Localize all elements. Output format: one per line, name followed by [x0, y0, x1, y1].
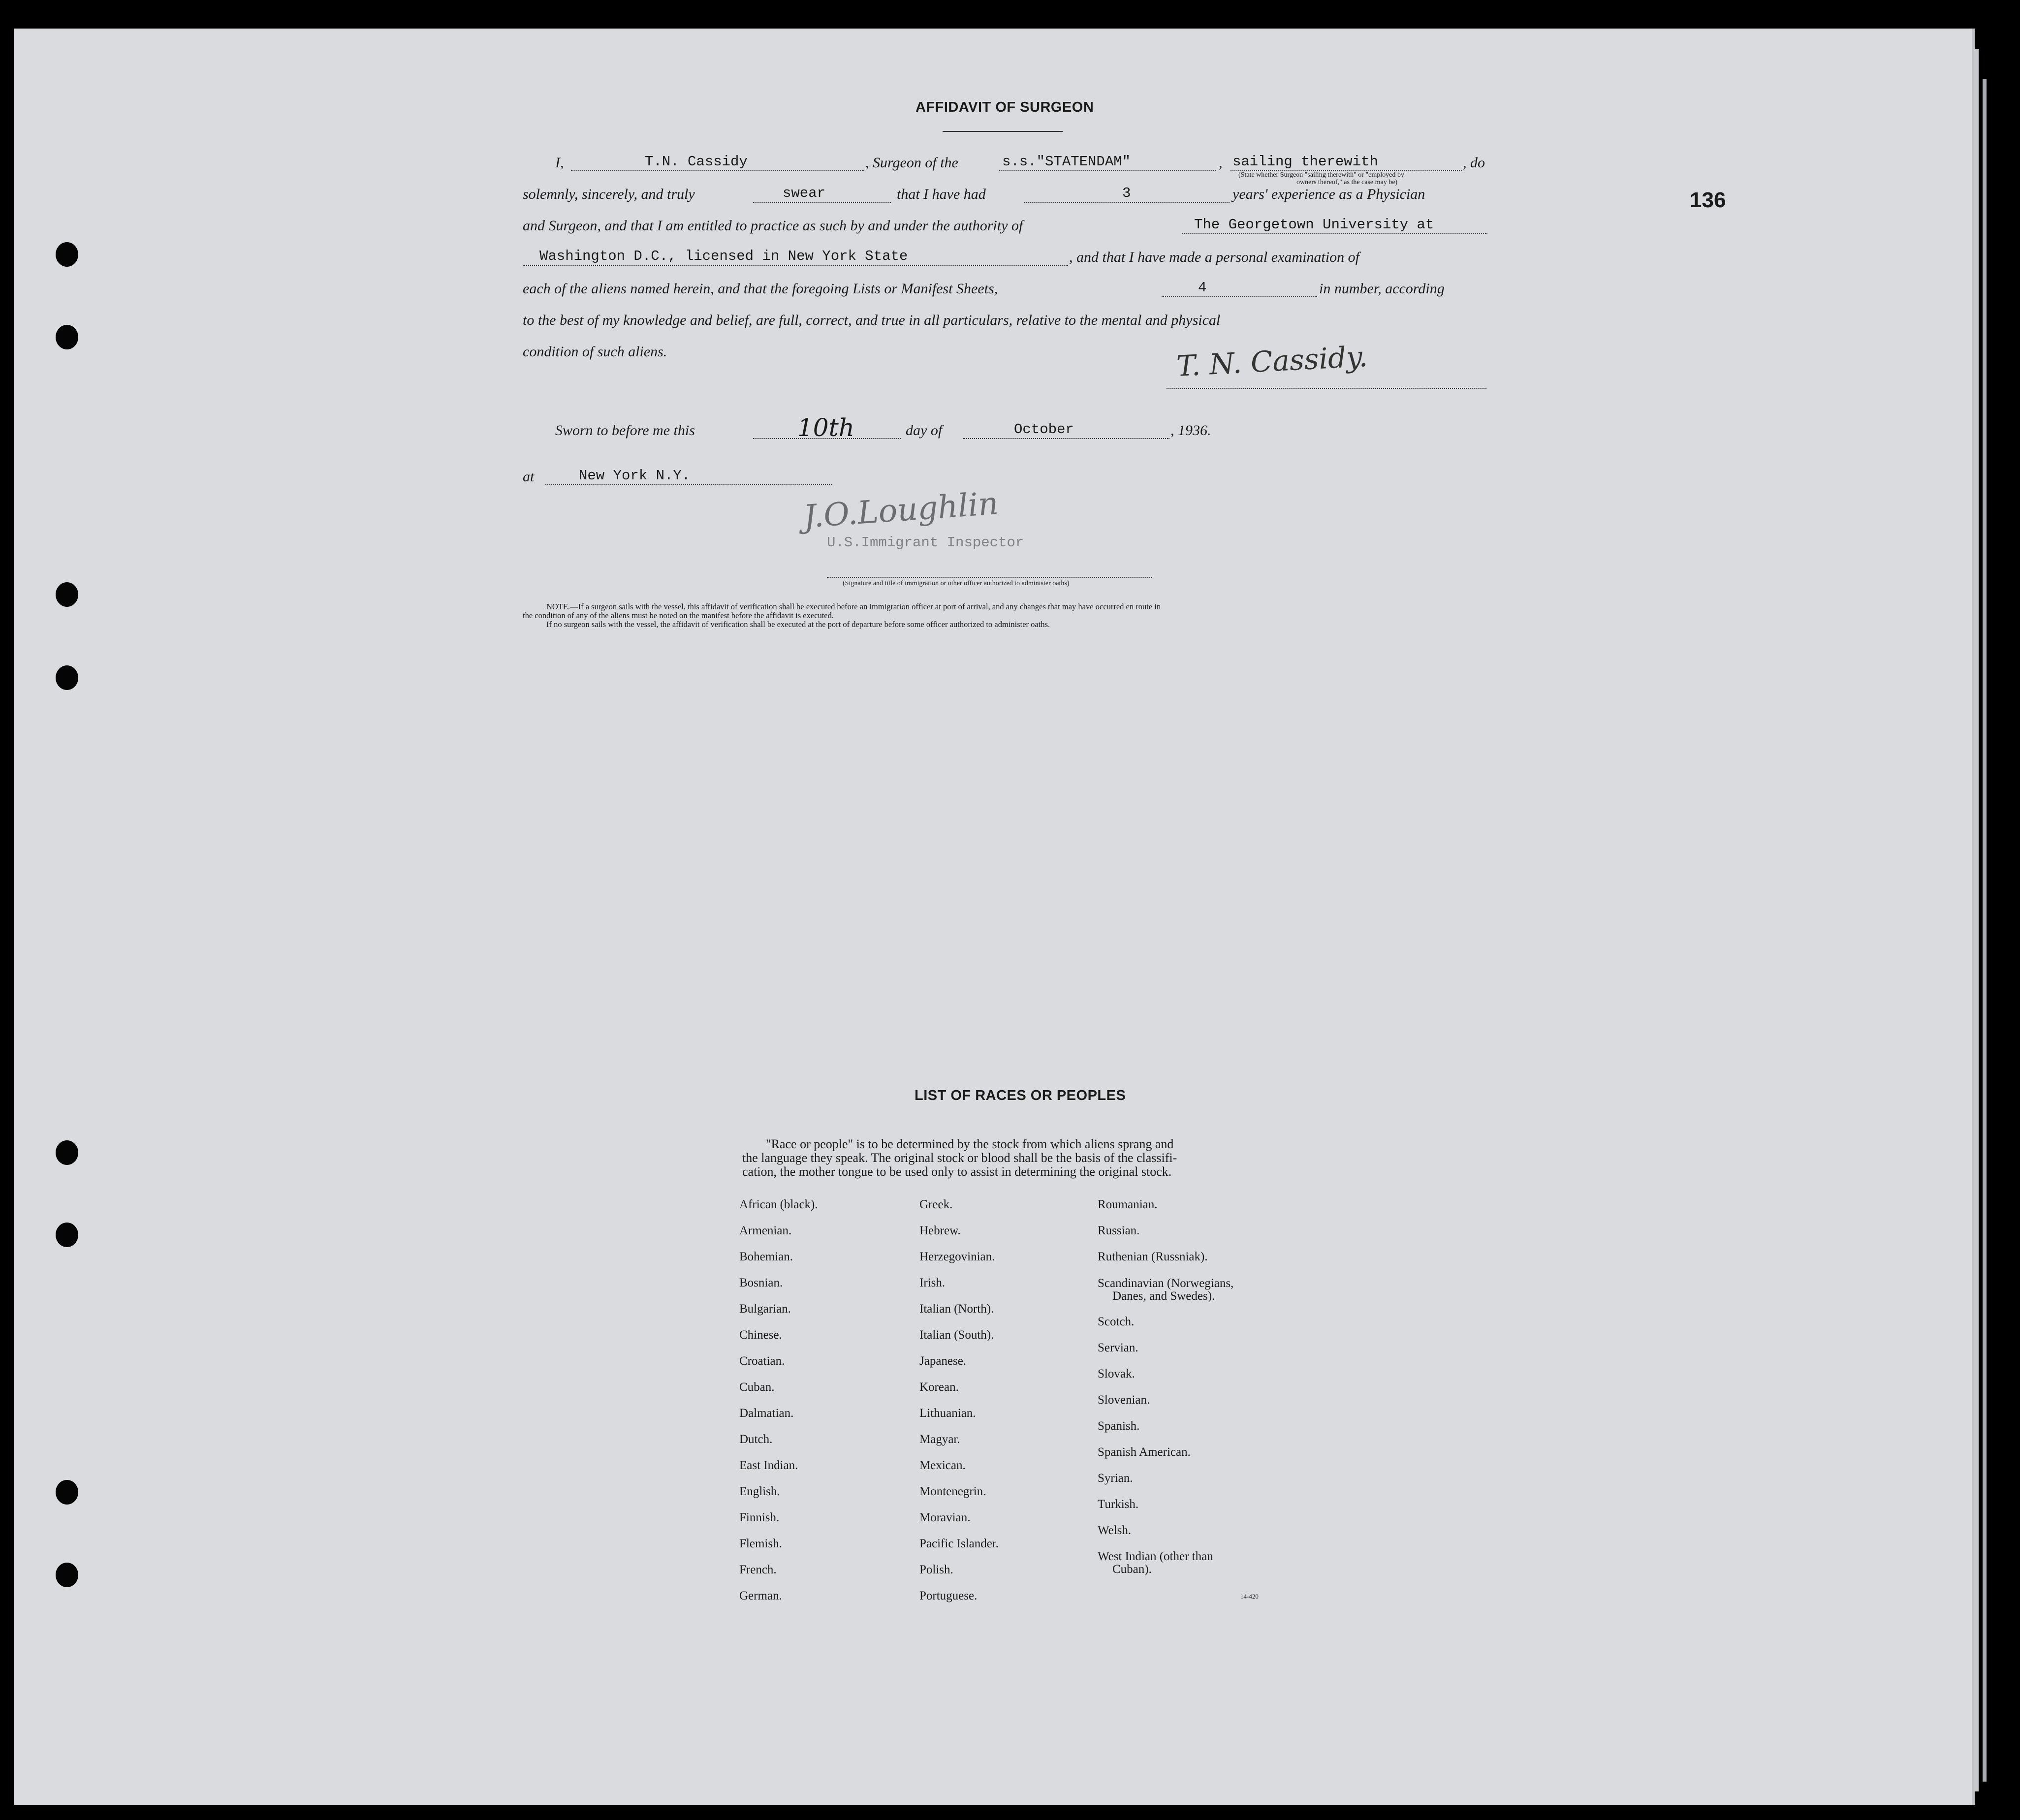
text-examination: , and that I have made a personal examination of: [1069, 249, 1359, 265]
binder-hole: [56, 242, 78, 267]
race-entry: Chinese.: [739, 1328, 782, 1342]
race-entry: French.: [739, 1563, 777, 1576]
sheet-count: 4: [1198, 280, 1207, 296]
capacity-note: (State whether Surgeon "sailing therewith" or "employed by: [1238, 171, 1404, 179]
note-line: If no surgeon sails with the vessel, the affidavit of verification shall be executed at the port of departure before some officer authorized to administer oaths.: [546, 620, 1050, 629]
note-line: the condition of any of the aliens must be noted on the manifest before the affidavit is executed.: [523, 611, 834, 620]
race-entry: Spanish American.: [1098, 1445, 1191, 1459]
binder-hole: [56, 1480, 78, 1505]
race-entry: Montenegrin.: [919, 1485, 986, 1498]
race-entry: English.: [739, 1485, 780, 1498]
race-entry: Italian (North).: [919, 1302, 994, 1316]
race-entry: Bohemian.: [739, 1250, 793, 1263]
race-entry: East Indian.: [739, 1459, 798, 1472]
page-edge: [1974, 49, 1979, 1791]
capacity-note: owners thereof," as the case may be): [1296, 179, 1398, 186]
race-entry: Ruthenian (Russniak).: [1098, 1250, 1208, 1263]
race-entry: Italian (South).: [919, 1328, 994, 1342]
text-according: in number, according: [1319, 281, 1445, 297]
fill-line: [963, 438, 1169, 439]
race-entry: Spanish.: [1098, 1419, 1140, 1433]
race-entry: Korean.: [919, 1381, 959, 1394]
text-surgeon-of: , Surgeon of the: [865, 155, 958, 171]
race-entry: Finnish.: [739, 1511, 780, 1524]
signature-line: [1167, 388, 1486, 389]
officer-signature: J.O.Loughlin: [802, 485, 1000, 535]
fill-line: [999, 170, 1216, 171]
race-entry: Welsh.: [1098, 1524, 1132, 1537]
race-entry: Turkish.: [1098, 1498, 1139, 1511]
text-do: , do: [1463, 155, 1485, 171]
race-entry: Japanese.: [919, 1354, 967, 1368]
form-number: 14-420: [1240, 1593, 1259, 1600]
binder-hole: [56, 1140, 78, 1165]
ship-name: s.s."STATENDAM": [1002, 154, 1131, 170]
text-condition: condition of such aliens.: [523, 344, 667, 360]
race-entry: Irish.: [919, 1276, 946, 1289]
race-entry: Danes, and Swedes).: [1112, 1289, 1215, 1303]
race-entry: Lithuanian.: [919, 1407, 976, 1420]
race-entry: Servian.: [1098, 1341, 1138, 1354]
binder-hole: [56, 325, 78, 349]
race-entry: Hebrew.: [919, 1224, 961, 1237]
sworn-month: October: [1014, 421, 1074, 438]
text-years: years' experience as a Physician: [1232, 186, 1425, 202]
race-entry: Bulgarian.: [739, 1302, 791, 1316]
race-entry: Magyar.: [919, 1433, 960, 1446]
text-entitled: and Surgeon, and that I am entitled to practice as such by and under the authority of: [523, 218, 1023, 234]
text-knowledge: to the best of my knowledge and belief, are full, correct, and true in all particulars, relative to the mental and physical: [523, 312, 1221, 328]
fill-line: [1182, 233, 1487, 234]
races-title: LIST OF RACES OR PEOPLES: [915, 1088, 1126, 1103]
sworn-place: New York N.Y.: [579, 468, 691, 484]
text-sworn: Sworn to before me this: [555, 422, 695, 439]
binder-hole: [56, 1223, 78, 1247]
oath-word: swear: [783, 185, 826, 201]
race-entry: West Indian (other than: [1098, 1550, 1213, 1563]
race-entry: Armenian.: [739, 1224, 792, 1237]
race-entry: Moravian.: [919, 1511, 971, 1524]
race-entry: Russian.: [1098, 1224, 1140, 1237]
page-edge-shadow: [1983, 79, 1987, 1782]
race-entry: Scotch.: [1098, 1315, 1135, 1328]
signature-caption: (Signature and title of immigration or other officer authorized to administer oaths): [843, 580, 1070, 587]
race-entry: German.: [739, 1589, 782, 1602]
text-had: that I have had: [897, 186, 986, 202]
page-number: 136: [1690, 188, 1726, 212]
text-comma: ,: [1219, 155, 1223, 171]
race-entry: Polish.: [919, 1563, 953, 1576]
race-entry: African (black).: [739, 1198, 818, 1211]
race-entry: Slovenian.: [1098, 1393, 1150, 1407]
fill-line: [1162, 296, 1317, 297]
text-day-of: day of: [906, 422, 943, 439]
surgeon-name: T.N. Cassidy: [645, 154, 748, 170]
race-entry: Pacific Islander.: [919, 1537, 999, 1550]
race-entry: Croatian.: [739, 1354, 785, 1368]
races-intro: the language they speak. The original stock or blood shall be the basis of the classifi-: [742, 1151, 1177, 1165]
binder-hole: [56, 1563, 78, 1587]
years-experience: 3: [1122, 185, 1131, 201]
fill-line: [523, 265, 1068, 266]
race-entry: Cuban).: [1112, 1563, 1152, 1576]
text-i: I,: [555, 155, 564, 171]
text-manifest-sheets: each of the aliens named herein, and that the foregoing Lists or Manifest Sheets,: [523, 281, 998, 297]
fill-line: [753, 202, 891, 203]
text-at: at: [523, 469, 535, 485]
race-entry: Slovak.: [1098, 1367, 1135, 1381]
officer-title-stamp: U.S.Immigrant Inspector: [827, 534, 1024, 551]
officer-signature-line: [827, 577, 1152, 578]
race-entry: Greek.: [919, 1198, 953, 1211]
text-solemnly: solemnly, sincerely, and truly: [523, 186, 695, 202]
binder-hole: [56, 582, 78, 607]
binder-hole: [56, 665, 78, 690]
race-entry: Bosnian.: [739, 1276, 783, 1289]
title-rule: [943, 131, 1063, 132]
authority-line-2: Washington D.C., licensed in New York State: [539, 248, 908, 264]
race-entry: Roumanian.: [1098, 1198, 1158, 1211]
race-entry: Dutch.: [739, 1433, 773, 1446]
fill-line: [1024, 202, 1230, 203]
race-entry: Portuguese.: [919, 1589, 978, 1602]
races-intro: cation, the mother tongue to be used only to assist in determining the original stock.: [742, 1164, 1172, 1179]
fill-line: [571, 170, 864, 171]
races-intro: "Race or people" is to be determined by the stock from which aliens sprang and: [766, 1137, 1174, 1151]
sworn-day: 10th: [797, 413, 854, 442]
race-entry: Cuban.: [739, 1381, 775, 1394]
race-entry: Mexican.: [919, 1459, 966, 1472]
note-line: NOTE.—If a surgeon sails with the vessel, this affidavit of verification shall be executed before an immigration officer at port of arrival, and any changes that may have occurred en route in: [546, 602, 1161, 611]
race-entry: Dalmatian.: [739, 1407, 794, 1420]
affidavit-title: AFFIDAVIT OF SURGEON: [915, 99, 1094, 115]
race-entry: Scandinavian (Norwegians,: [1098, 1277, 1234, 1290]
authority-line-1: The Georgetown University at: [1194, 217, 1434, 233]
race-entry: Herzegovinian.: [919, 1250, 995, 1263]
fill-line: [545, 484, 832, 485]
race-entry: Syrian.: [1098, 1472, 1133, 1485]
surgeon-capacity: sailing therewith: [1232, 154, 1378, 170]
race-entry: Flemish.: [739, 1537, 782, 1550]
sworn-year: , 1936.: [1170, 422, 1211, 439]
surgeon-signature: T. N. Cassidy.: [1175, 339, 1369, 383]
